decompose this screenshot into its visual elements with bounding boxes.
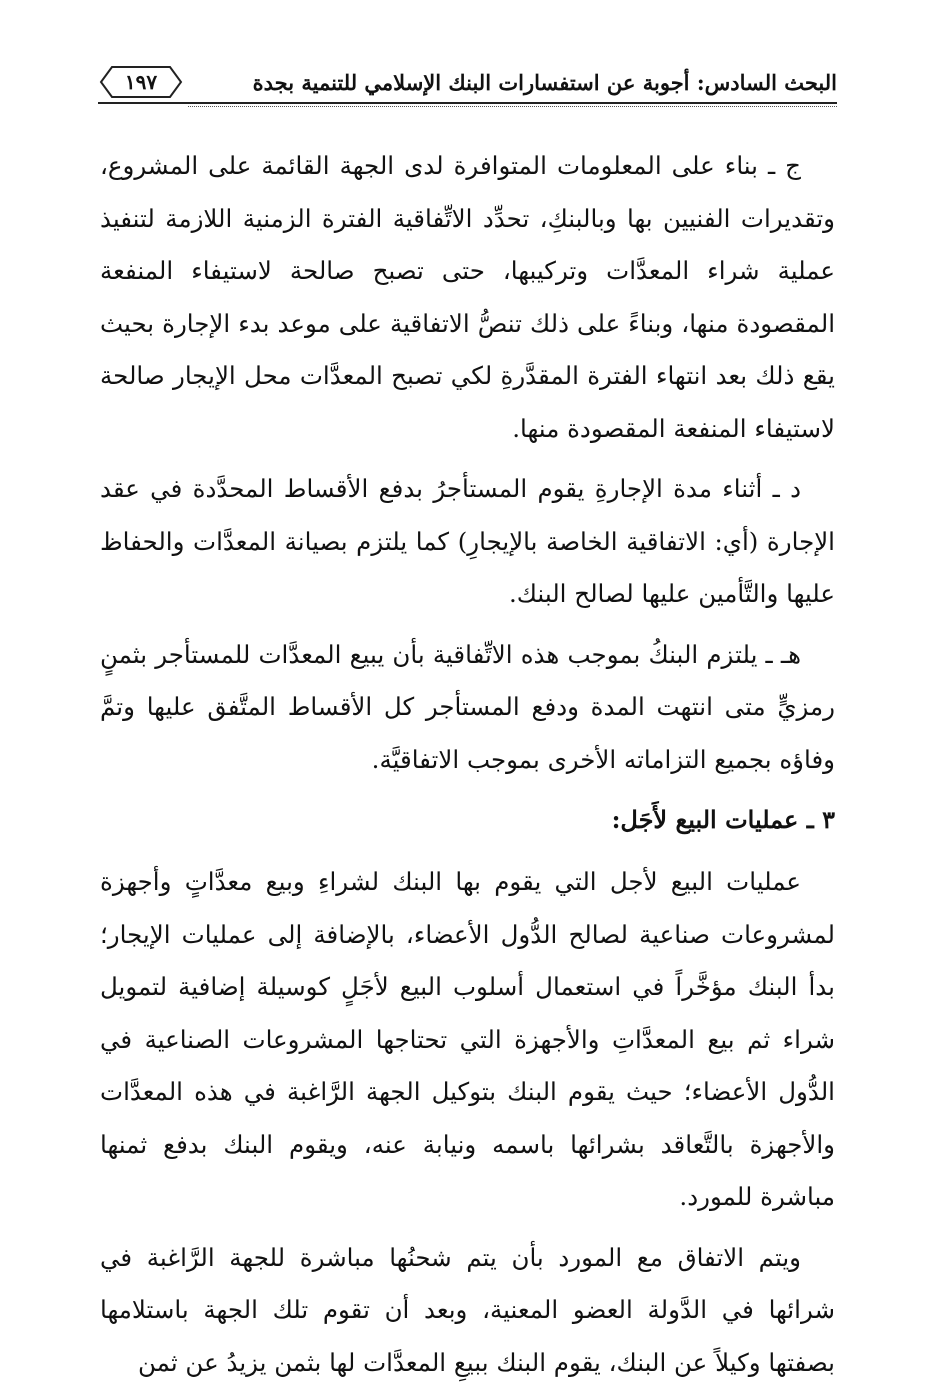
section-paragraph: عمليات البيع لأجل التي يقوم بها البنك لشراءِ وبيع معدَّاتٍ وأجهزة لمشروعات صناعية لصالح الدُّول الأعضاء، بالإضافة إلى عمليات الإيجار؛ بدأ البنك مؤخَّراً في استعمال أسلوب البيع لأجَلٍ كوسيلة إضافية لتمويل شراء ثم بيع المعدَّاتِ والأجهزة التي تحتاجها المشروعات الصناعية في الدُّول الأعضاء؛ حيث يقوم البنك بتوكيل الجهة الرَّاغبة في هذه المعدَّات والأجهزة بالتَّعاقد بشرائها باسمه ونيابة عنه، ويقوم البنك بدفع ثمنها مباشرة للمورد. <box>100 867 835 1211</box>
page-number: ١٩٧ <box>124 70 158 94</box>
page-body <box>100 140 835 1397</box>
page-number-badge <box>98 64 184 100</box>
section-heading: ٣ ـ عمليات البيع لأَجَل: <box>611 805 835 834</box>
paragraph-ha: هـ ـ يلتزم البنكُ بموجب هذه الاتِّفاقية بأن يبيع المعدَّات للمستأجر بثمنٍ رمزيٍّ متى انتهت المدة ودفع المستأجر كل الأقساط المتَّفق عليها وتمَّ وفاؤه بجميع التزاماته الأخرى بموجب الاتفاقيَّة. <box>100 639 835 774</box>
section-paragraph: ويتم الاتفاق مع المورد بأن يتم شحنُها مباشرة للجهة الرَّاغبة في شرائها في الدَّولة العضو المعنية، وبعد أن تقوم تلك الجهة باستلامها بصفتها وكيلاً عن البنك، يقوم البنك ببيعِ المعدَّات لها بثمن يزيدُ عن ثمن <box>100 1242 835 1377</box>
chapter-title: أجوبة عن استفسارات البنك الإسلامي للتنمية بجدة <box>252 70 690 95</box>
paragraph-jim: ج ـ بناء على المعلومات المتوافرة لدى الجهة القائمة على المشروع، وتقديرات الفنيين بها وبالبنكِ، تحدِّد الاتِّفاقية الفترة الزمنية اللازمة لتنفيذ عملية شراء المعدَّات وتركيبها، حتى تصبح صالحة لاستيفاء المنفعة المقصودة منها، وبناءً على ذلك تنصُّ الاتفاقية على موعد بدء الإجارة بحيث يقع ذلك بعد انتهاء الفترة المقدَّرةِ لكي تصبح المعدَّات محل الإيجار صالحة لاستيفاء المنفعة المقصودة منها. <box>100 151 835 443</box>
header-title <box>253 70 837 95</box>
paragraph-dal: د ـ أثناء مدة الإجارةِ يقوم المستأجرُ بدفع الأقساط المحدَّدة في عقد الإجارة (أي: الاتفاقية الخاصة بالإيجارِ) كما يلتزم بصيانة المعدَّات والحفاظ عليها والتَّأمين عليها لصالح البنك. <box>100 474 835 608</box>
running-header <box>98 62 837 106</box>
chapter-label: البحث السادس: <box>696 70 837 95</box>
header-rule <box>98 102 837 104</box>
header-rule-dotted <box>188 106 837 107</box>
